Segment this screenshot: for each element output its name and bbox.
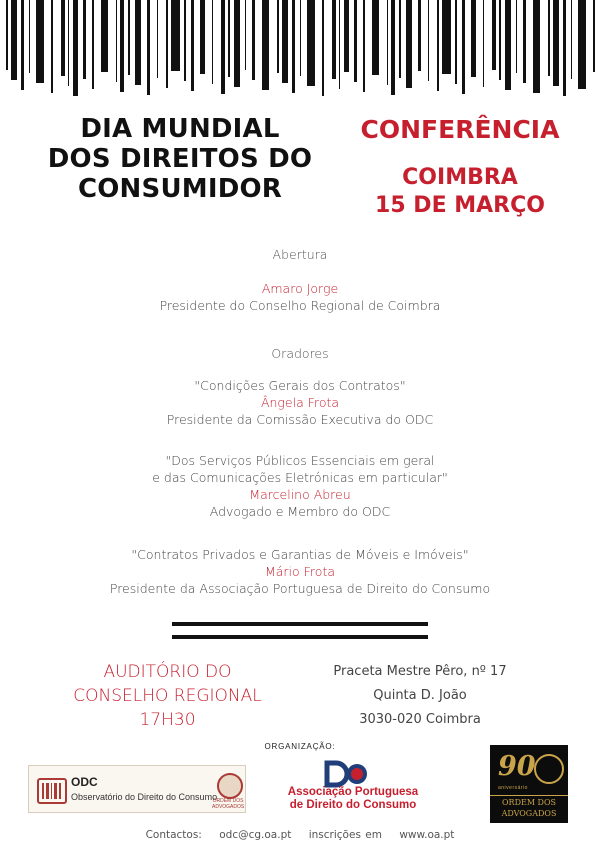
talk-title: e das Comunicações Eletrónicas em particular" <box>152 470 448 485</box>
divider-top <box>172 622 428 626</box>
conference-block <box>330 114 590 220</box>
talk-role: Presidente da Associação Portuguesa de Direito do Consumo <box>109 581 491 596</box>
registration-label: inscrições em <box>308 829 382 841</box>
oa-name-line: ORDEM DOS <box>490 795 568 807</box>
event-title <box>40 114 320 204</box>
apdc-mark-icon <box>323 760 373 788</box>
address-line: Praceta Mestre Pêro, nº 17 <box>333 664 507 679</box>
address <box>330 660 510 732</box>
city-label: COIMBRA <box>402 165 518 190</box>
conference-label: CONFERÊNCIA <box>360 115 560 144</box>
contacts-label: Contactos: <box>145 829 202 841</box>
event-title-line: DIA MUNDIAL <box>80 114 280 144</box>
odc-logo <box>28 765 246 813</box>
talk-speaker: Ângela Frota <box>260 395 340 410</box>
event-title-line: CONSUMIDOR <box>77 174 283 204</box>
divider-bottom <box>172 635 428 639</box>
contact-email[interactable]: odc@cg.oa.pt <box>219 829 292 841</box>
opening-speaker: Amaro Jorge <box>261 281 339 296</box>
oa-logo <box>490 745 568 823</box>
talk-role: Presidente da Comissão Executiva do ODC <box>166 412 434 427</box>
organization-label: ORGANIZAÇÃO: <box>264 742 336 751</box>
opening-heading: Abertura <box>272 247 328 262</box>
oa-name-line: ADVOGADOS <box>501 809 557 818</box>
address-line: 3030-020 Coimbra <box>359 712 481 727</box>
seal-icon <box>534 754 564 784</box>
address-line: Quinta D. João <box>373 688 467 703</box>
venue-line: CONSELHO REGIONAL <box>73 686 262 706</box>
speakers-heading: Oradores <box>271 346 329 361</box>
program <box>0 246 600 597</box>
opening-role: Presidente do Conselho Regional de Coimbra <box>159 298 441 313</box>
oa-anniversary-label: aniversário <box>498 785 528 791</box>
talk-speaker: Marcelino Abreu <box>249 487 351 502</box>
date-label: 15 DE MARÇO <box>375 193 545 218</box>
oa-anniversary-number: 90 <box>498 751 536 782</box>
event-time: 17H30 <box>139 710 196 730</box>
odc-seal-text: ORDEM DOS ADVOGADOS <box>212 798 245 810</box>
seal-icon <box>217 773 243 799</box>
odc-name: Observatório do Direito do Consumo <box>71 792 218 802</box>
apdc-name-line: Associação Portuguesa <box>287 786 419 798</box>
barcode-graphic <box>0 0 600 97</box>
event-title-line: DOS DIREITOS DO <box>47 144 313 174</box>
contacts <box>0 829 600 841</box>
talk-role: Advogado e Membro do ODC <box>209 504 391 519</box>
talk-title: "Condições Gerais dos Contratos" <box>194 378 406 393</box>
apdc-name-line: de Direito do Consumo <box>289 799 417 811</box>
venue-line: AUDITÓRIO DO <box>103 662 232 682</box>
talk-title: "Dos Serviços Públicos Essenciais em geral <box>165 453 435 468</box>
talk-speaker: Mário Frota <box>264 564 336 579</box>
odc-abbr: ODC <box>71 775 98 789</box>
apdc-logo <box>283 760 423 816</box>
venue <box>60 660 275 732</box>
talk-title: "Contratos Privados e Garantias de Móveis e Imóveis" <box>131 547 469 562</box>
website-link[interactable]: www.oa.pt <box>399 829 455 841</box>
barcode-icon <box>37 778 67 804</box>
